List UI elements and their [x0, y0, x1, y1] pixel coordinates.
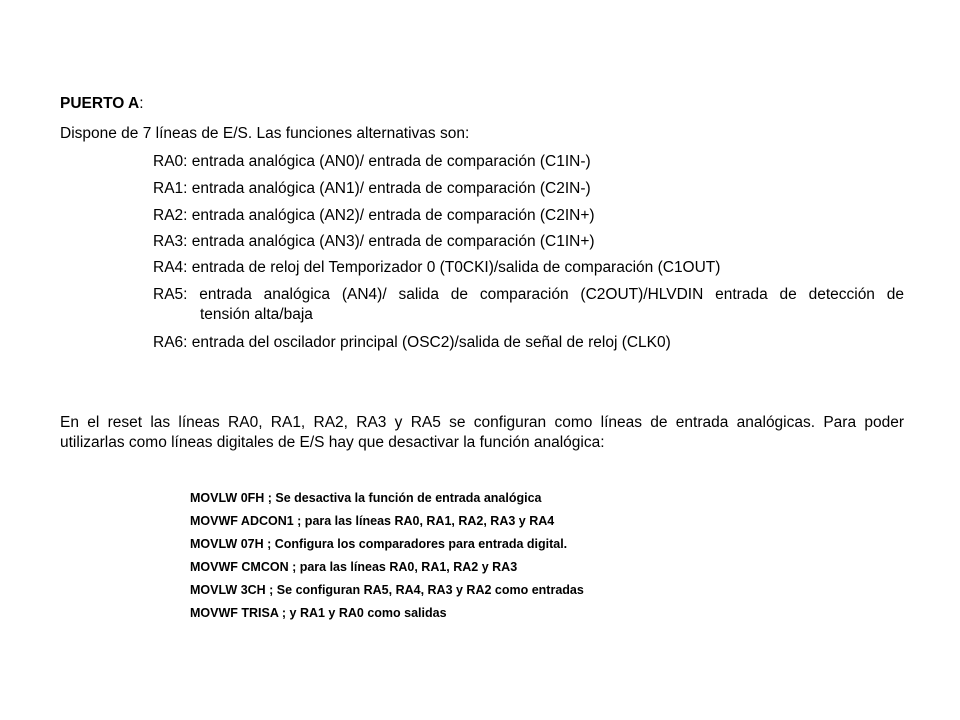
code-line: MOVWF ADCON1 ; para las líneas RA0, RA1, RA2, RA3 y RA4 [190, 514, 555, 528]
section-heading-colon: : [139, 95, 144, 112]
reset-paragraph-line-1: En el reset las líneas RA0, RA1, RA2, RA3 y RA5 se configuran como líneas de entrada analógicas. Para poder [60, 414, 904, 431]
pin-ra5-continuation: tensión alta/baja [200, 306, 313, 323]
pin-ra4-description: RA4: entrada de reloj del Temporizador 0 (T0CKI)/salida de comparación (C1OUT) [153, 259, 721, 276]
code-line: MOVLW 3CH ; Se configuran RA5, RA4, RA3 y RA2 como entradas [190, 583, 584, 597]
pin-ra5-description: RA5: entrada analógica (AN4)/ salida de comparación (C2OUT)/HLVDIN entrada de detección de [153, 286, 904, 303]
reset-paragraph [60, 413, 904, 453]
pin-ra2-description: RA2: entrada analógica (AN2)/ entrada de comparación (C2IN+) [153, 207, 595, 224]
pin-ra3-description: RA3: entrada analógica (AN3)/ entrada de comparación (C1IN+) [153, 233, 595, 250]
section-heading-title: PUERTO A [60, 95, 140, 112]
code-line: MOVLW 07H ; Configura los comparadores para entrada digital. [190, 537, 568, 551]
code-line: MOVLW 0FH ; Se desactiva la función de entrada analógica [190, 491, 542, 505]
reset-paragraph-line-2: utilizarlas como líneas digitales de E/S hay que desactivar la función analógica: [60, 434, 605, 451]
pin-ra1-description: RA1: entrada analógica (AN1)/ entrada de comparación (C2IN-) [153, 180, 591, 197]
section-heading [60, 94, 144, 114]
pin-ra0-description: RA0: entrada analógica (AN0)/ entrada de comparación (C1IN-) [153, 153, 591, 170]
intro-text: Dispone de 7 líneas de E/S. Las funciones alternativas son: [60, 125, 470, 142]
code-line: MOVWF TRISA ; y RA1 y RA0 como salidas [190, 606, 447, 620]
code-line: MOVWF CMCON ; para las líneas RA0, RA1, RA2 y RA3 [190, 560, 518, 574]
pin-ra6-description: RA6: entrada del oscilador principal (OSC2)/salida de señal de reloj (CLK0) [153, 334, 671, 351]
